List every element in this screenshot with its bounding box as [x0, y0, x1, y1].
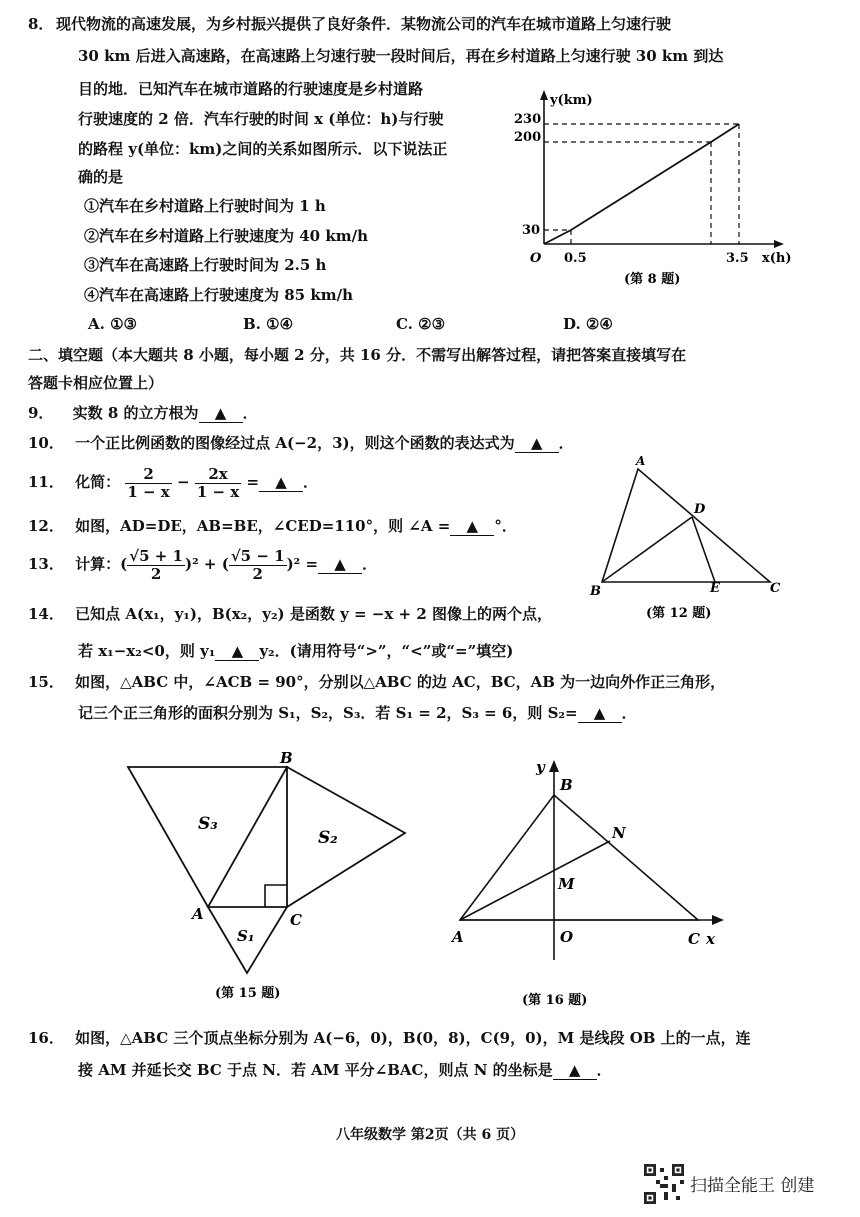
q14-line1: 已知点 A(x₁，y₁)，B(x₂，y₂) 是函数 y = −x + 2 图像上的两个点， [75, 605, 552, 623]
q11-answer-blank[interactable]: ▲ [259, 473, 303, 492]
q11-minus: − [177, 473, 190, 491]
q12-figure [580, 455, 800, 625]
q12-number: 12． [28, 517, 64, 535]
q8-statement-3: ③汽车在高速路上行驶时间为 2.5 h [84, 256, 327, 274]
q12-segment-de [692, 517, 715, 582]
q8-line3: 目的地．已知汽车在城市道路的行驶速度是乡村道路 [78, 80, 424, 98]
q15-line2-pre: 记三个正三角形的面积分别为 S₁，S₂，S₃．若 S₁ = 2，S₃ = 6，则 S₂= [78, 704, 578, 722]
q13-f1-den: 2 [150, 564, 162, 583]
q15-right-angle-mark [265, 885, 287, 907]
q8-statement-4: ④汽车在高速路上行驶速度为 85 km/h [84, 286, 353, 304]
q14-answer-blank[interactable]: ▲ [215, 642, 259, 661]
q8-x-arrow [774, 240, 784, 248]
q12-label-d: D [694, 502, 706, 517]
q16-segment-an [460, 841, 610, 920]
q13-plus: + [203, 555, 217, 573]
q14-line2-row [78, 640, 513, 661]
q10-text: 一个正比例函数的图像经过点 A(−2，3)，则这个函数的表达式为 [75, 434, 515, 452]
q11-eq: = [246, 473, 260, 491]
q16-end: ． [596, 1061, 612, 1079]
q9-number: 9． [28, 404, 54, 422]
q16-line2-pre: 接 AM 并延长交 BC 于点 N．若 AM 平分∠BAC，则点 N 的坐标是 [78, 1061, 553, 1079]
q13-f2-num: √5 − 1 [230, 547, 285, 565]
q12-segment-bd [602, 517, 692, 582]
q16-label-b: B [560, 776, 573, 794]
q13-fraction-1 [127, 548, 185, 582]
q12-triangle-abc [602, 469, 770, 582]
q8-ytick-30: 30 [522, 223, 541, 238]
q10-answer-blank[interactable]: ▲ [515, 434, 559, 453]
page-footer: 八年级数学 第2页（共 6 页） [336, 1127, 525, 1143]
q16-line1-row [28, 1027, 751, 1048]
q13-eq: = [305, 555, 319, 573]
q8-line4: 行驶速度的 2 倍．汽车行驶的时间 x (单位：h)与行驶 [78, 110, 444, 128]
q15-line1: 如图，△ABC 中，∠ACB = 90°，分别以△ABC 的边 AC，BC，AB 为一边向外作正三角形， [75, 673, 726, 691]
q15-caption: (第 15 题) [215, 986, 281, 1001]
q15-triangle-s3 [128, 767, 287, 907]
q8-y-axis-label: y(km) [550, 93, 593, 108]
q8-xtick-0-5: 0.5 [564, 251, 587, 266]
q9-row [28, 402, 258, 423]
q14-line2-pre: 若 x₁−x₂<0，则 y₁ [78, 642, 216, 660]
q13-text: 计算： [75, 555, 121, 573]
q8-x-axis-label: x(h) [762, 251, 792, 266]
q8-option-d: D. ②④ [563, 315, 613, 333]
q8-line5: 的路程 y(单位：km)之间的关系如图所示．以下说法正 [78, 140, 448, 158]
q16-label-m: M [558, 875, 575, 893]
q15-label-b: B [280, 749, 293, 767]
watermark-text: 扫描全能王 创建 [690, 1176, 815, 1196]
q11-fraction-1 [125, 466, 171, 500]
q15-figure [120, 745, 420, 1010]
q16-x-arrow [712, 915, 724, 925]
q8-option-b: B. ①④ [243, 315, 294, 333]
q16-figure [440, 752, 740, 1012]
q8-option-c: C. ②③ [396, 315, 446, 333]
q13-sq-2: ² [293, 555, 301, 573]
q14-line2-post: y₂．(请用符号“>”，“<”或“=”填空) [259, 642, 514, 660]
q15-line1-row [28, 671, 725, 692]
q15-triangle-s2 [287, 767, 405, 907]
q8-line6: 确的是 [78, 168, 124, 186]
q12-end: °． [494, 517, 517, 535]
q15-label-s1: S₁ [237, 927, 255, 945]
q11-number: 11． [28, 473, 64, 491]
q8-line2: 30 km 后进入高速路，在高速路上匀速行驶一段时间后，再在乡村道路上匀速行驶 30 km 到达 [78, 47, 724, 65]
q16-label-y: y [536, 758, 545, 776]
q11-f2-den: 1 − x [196, 482, 240, 501]
q16-answer-blank[interactable]: ▲ [553, 1061, 597, 1080]
q11-text: 化简： [75, 473, 121, 491]
q14-line1-row [28, 603, 552, 624]
q16-label-c: C [688, 930, 700, 948]
qr-code-icon [644, 1164, 684, 1204]
q16-line2-row [78, 1059, 612, 1080]
q13-number: 13． [28, 555, 64, 573]
q15-line2-row [78, 702, 637, 723]
q16-number: 16． [28, 1029, 64, 1047]
q15-label-s2: S₂ [318, 828, 338, 848]
q15-answer-blank[interactable]: ▲ [578, 704, 622, 723]
q8-origin-label: O [530, 251, 542, 266]
q10-row [28, 432, 574, 453]
q16-label-o: O [560, 928, 574, 946]
q16-label-x: x [706, 930, 715, 948]
q8-number: 8． [28, 15, 54, 33]
q16-line1: 如图，△ABC 三个顶点坐标分别为 A(−6，0)，B(0，8)，C(9，0)，M 是线段 OB 上的一点，连 [75, 1029, 751, 1047]
q12-answer-blank[interactable]: ▲ [450, 517, 494, 536]
q16-caption: (第 16 题) [522, 993, 588, 1008]
q13-f2-den: 2 [252, 564, 263, 583]
q8-statement-1: ①汽车在乡村道路上行驶时间为 1 h [84, 197, 326, 215]
q13-answer-blank[interactable]: ▲ [318, 555, 362, 574]
q9-end: ． [242, 404, 258, 422]
q15-label-a: A [192, 905, 204, 923]
q8-y-arrow [540, 90, 548, 100]
q15-label-c: C [290, 911, 302, 929]
q13-end: ． [362, 555, 378, 573]
q8-caption: (第 8 题) [624, 272, 681, 287]
q8-option-a: A. ①③ [88, 315, 137, 333]
q16-label-a: A [452, 928, 464, 946]
q13-row: 13． 计算：( $\frac{√5 + 1}{2}$ )² + ( $\frac{√5 - 1}{2}$ )² = ▲ ． [28, 547, 378, 583]
q12-row [28, 515, 517, 536]
q11-f1-den: 1 − x [127, 482, 170, 501]
q11-f1-num: 2 [125, 466, 171, 484]
q14-number: 14． [28, 605, 64, 623]
q12-caption: (第 12 题) [646, 606, 712, 621]
q8-line1: 现代物流的高速发展，为乡村振兴提供了良好条件．某物流公司的汽车在城市道路上匀速行驶 [56, 15, 672, 33]
q15-label-s3: S₃ [198, 814, 218, 834]
q16-y-arrow [549, 760, 559, 772]
q12-label-c: C [770, 581, 781, 596]
q13-fraction-2 [229, 548, 287, 582]
q12-label-e: E [710, 581, 720, 596]
section2-line2: 答题卡相应位置上） [28, 374, 164, 392]
section2-line1: 二、填空题（本大题共 8 小题，每小题 2 分，共 16 分．不需写出解答过程，请把答案直接填写在 [28, 346, 687, 364]
q8-xtick-3-5: 3.5 [726, 251, 749, 266]
q10-number: 10． [28, 434, 64, 452]
q11-row [28, 466, 318, 500]
q12-label-a: A [636, 455, 646, 468]
q13-sq-1: ² [192, 555, 199, 573]
q12-text: 如图，AD=DE，AB=BE，∠CED=110°，则 ∠A = [75, 517, 451, 535]
q8-statement-2: ②汽车在乡村道路上行驶速度为 40 km/h [84, 227, 368, 245]
q8-ytick-200: 200 [514, 130, 542, 145]
q9-answer-blank[interactable]: ▲ [199, 404, 243, 423]
q10-end: ． [558, 434, 574, 452]
q11-f2-num: 2x [195, 466, 241, 484]
q8-ytick-230: 230 [514, 112, 542, 127]
q13-f1-num: √5 + 1 [129, 547, 183, 565]
q11-end: ． [303, 473, 319, 491]
q15-end: ． [621, 704, 637, 722]
q8-graph [500, 84, 800, 296]
q11-fraction-2 [195, 466, 241, 500]
q9-text: 实数 8 的立方根为 [72, 404, 199, 422]
q16-label-n: N [612, 824, 626, 842]
q12-label-b: B [590, 584, 601, 599]
q15-number: 15． [28, 673, 64, 691]
